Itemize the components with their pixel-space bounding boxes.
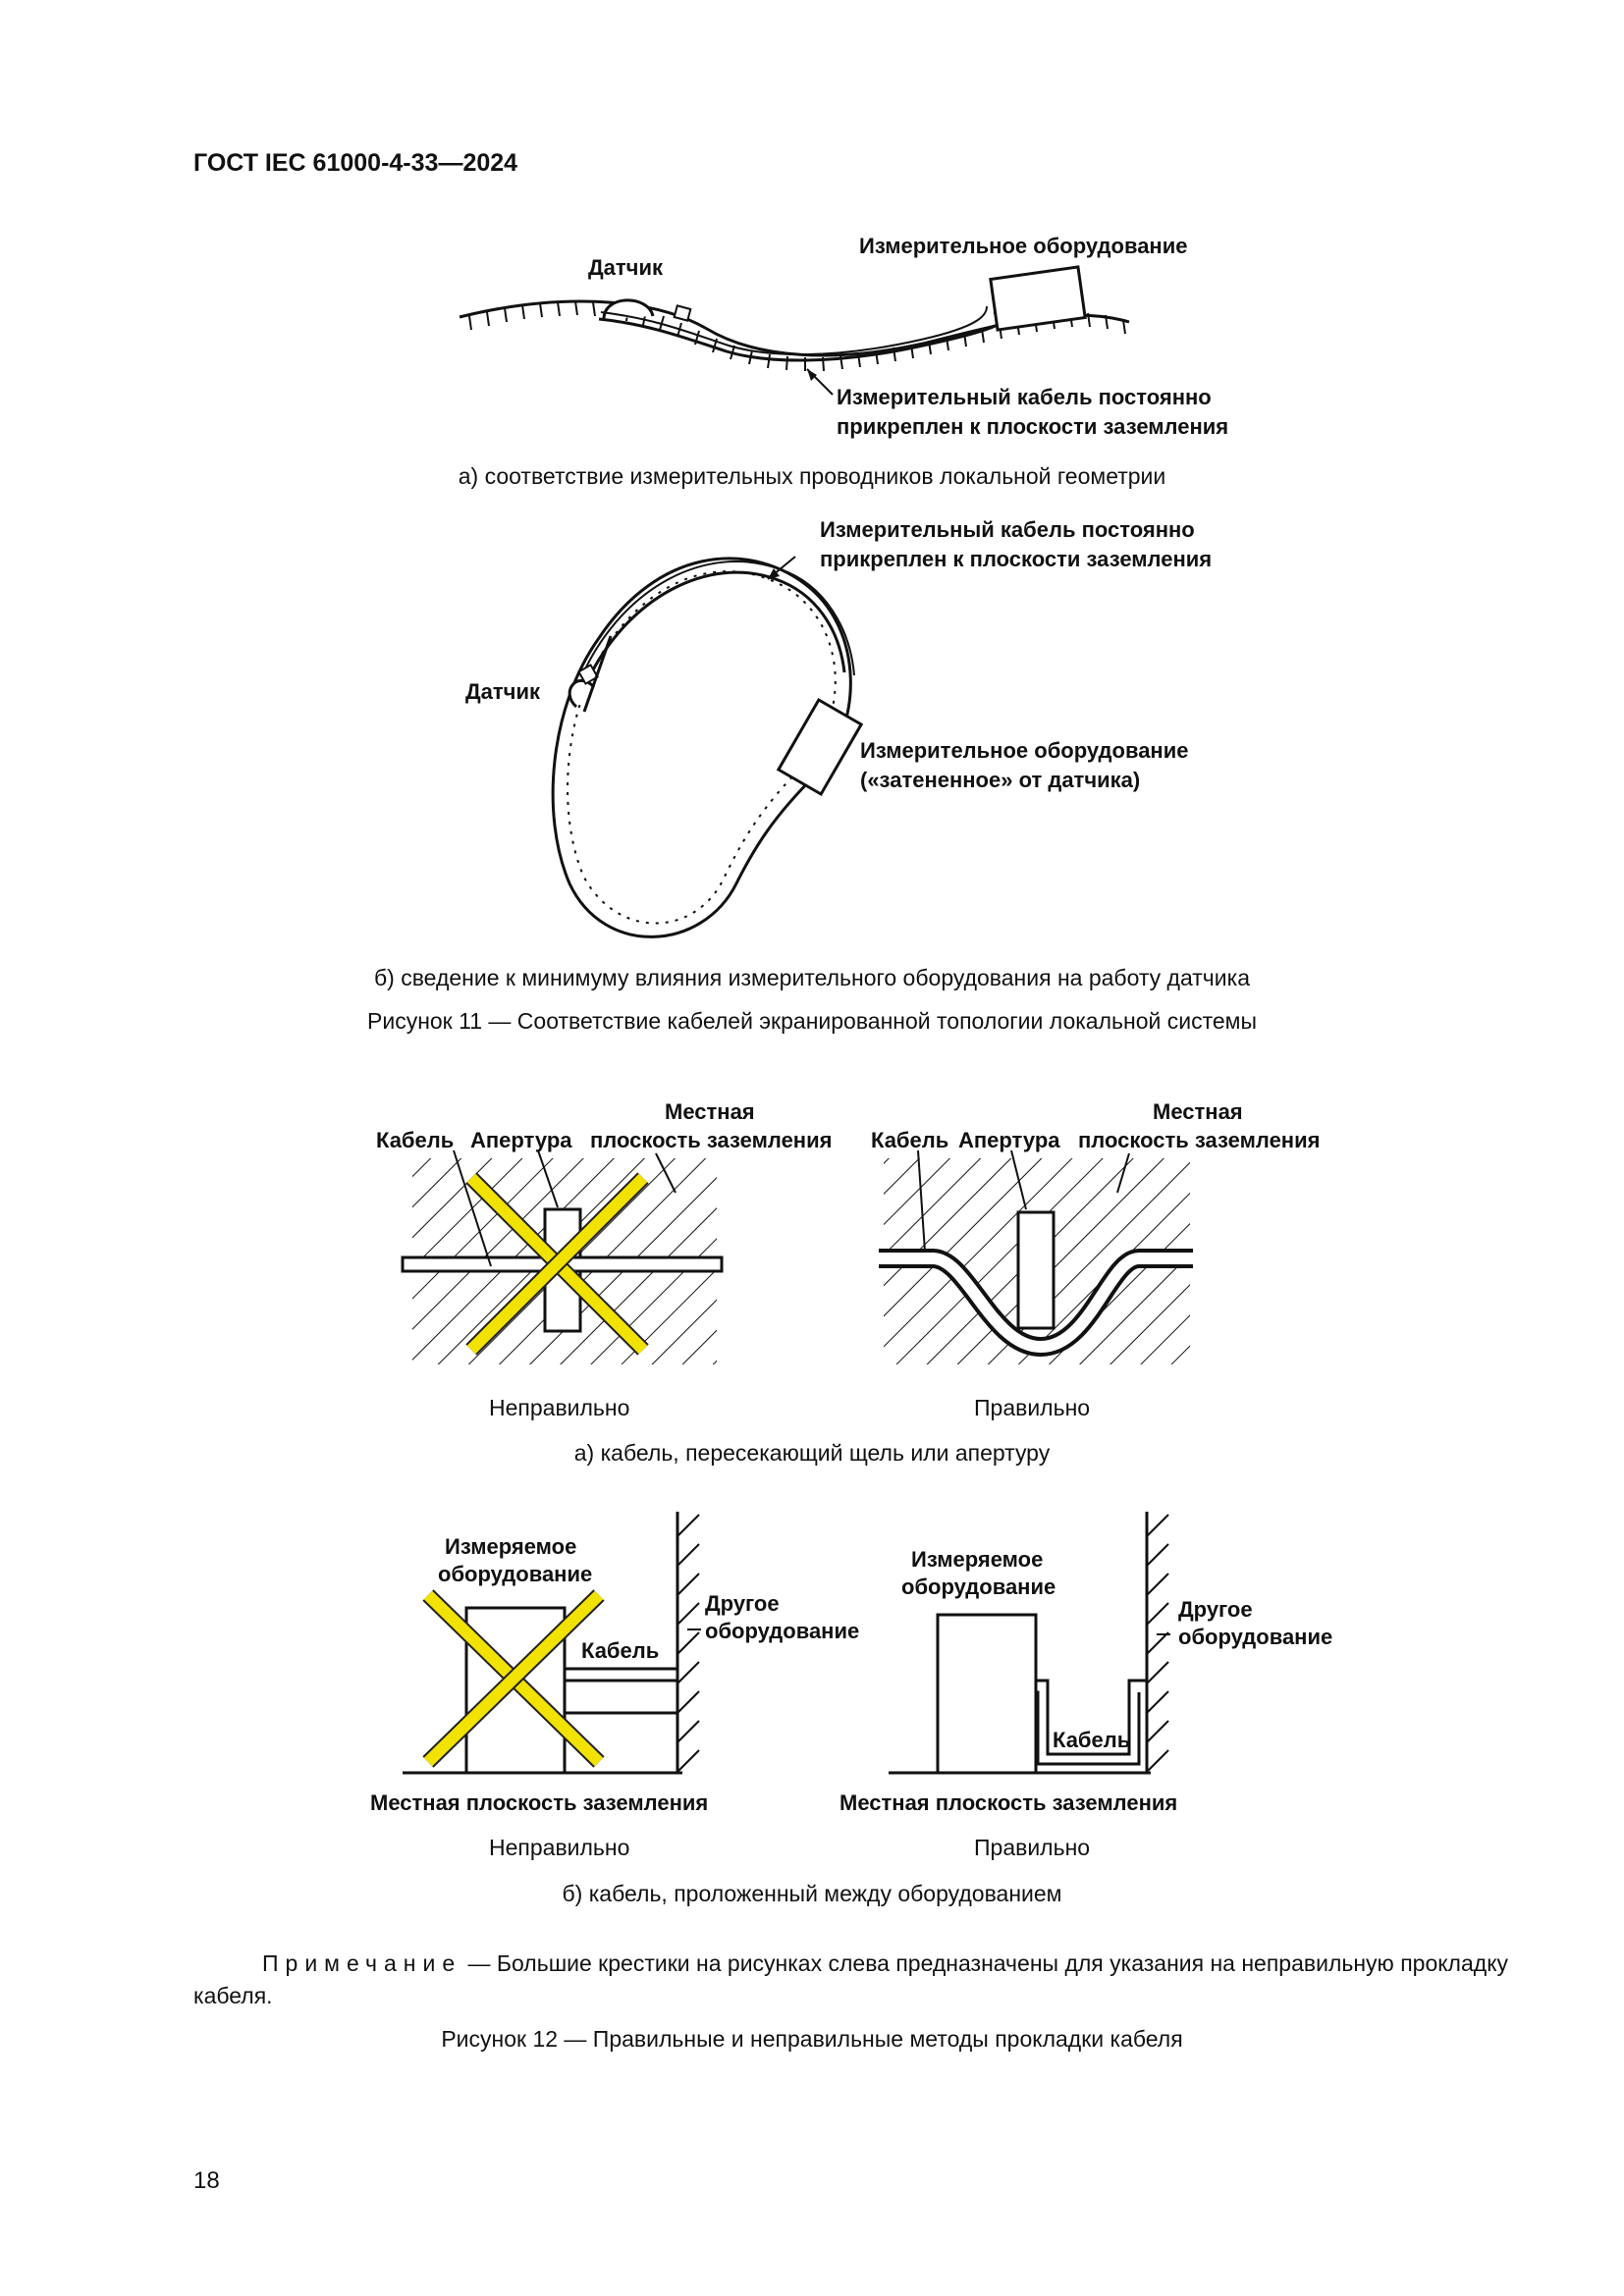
fig11a-sensor-label: Датчик [588, 255, 663, 280]
fig11b-cable-label-2: прикреплен к плоскости заземления [820, 547, 1213, 571]
fig12a-right-local-label-1: Местная [1153, 1099, 1243, 1124]
fig12a-wrong-cable-label: Кабель [376, 1128, 455, 1152]
fig11a-equipment-label: Измерительное оборудование [859, 234, 1188, 258]
fig12a-right-label: Правильно [974, 1395, 1091, 1420]
fig12b-wrong-other-label-2: оборудование [705, 1619, 860, 1643]
fig12b-right-other-label-2: оборудование [1178, 1625, 1333, 1649]
document-header: ГОСТ IEC 61000-4-33—2024 [193, 149, 518, 177]
fig12a-wrong-local-label-2: плоскость заземления [590, 1128, 833, 1152]
note-text: — Большие крестики на рисунках слева предназначены для указания на неправильную прокладку кабеля. [193, 1950, 1509, 2008]
fig11a-cable-label-2: прикреплен к плоскости заземления [837, 414, 1229, 439]
figure-12-note [193, 1948, 1509, 2012]
fig12a-caption: а) кабель, пересекающий щель или апертуру [573, 1440, 1051, 1466]
fig12b-wrong-cable-label: Кабель [581, 1638, 660, 1663]
fig11a-cable-label-1: Измерительный кабель постоянно [837, 385, 1212, 409]
figure-12-title: Рисунок 12 — Правильные и неправильные методы прокладки кабеля [441, 2026, 1183, 2052]
fig12a-wrong-label: Неправильно [489, 1395, 630, 1420]
fig12a-right-cable-label: Кабель [871, 1128, 949, 1152]
page-number: 18 [193, 2167, 220, 2194]
fig11b-equipment-label-2: («затененное» от датчика) [860, 768, 1141, 792]
fig12a-right-aperture-label: Апертура [958, 1128, 1060, 1152]
figure-11-title: Рисунок 11 — Соответствие кабелей экранированной топологии локальной системы [367, 1008, 1257, 1034]
fig11b-sensor-label: Датчик [465, 679, 540, 704]
fig12a-right-local-label-2: плоскость заземления [1078, 1128, 1321, 1152]
fig12b-wrong-label: Неправильно [489, 1835, 630, 1860]
fig12a-wrong-aperture-label: Апертура [470, 1128, 572, 1152]
fig12b-caption: б) кабель, проложенный между оборудованием [562, 1881, 1062, 1906]
fig12b-wrong-other-label-1: Другое [705, 1591, 780, 1616]
fig11b-equipment-label-1: Измерительное оборудование [860, 738, 1189, 763]
fig12b-right-measured-label-2: оборудование [901, 1575, 1056, 1599]
fig12b-right-other-label-1: Другое [1178, 1597, 1253, 1622]
fig11a-caption: а) соответствие измерительных проводников локальной геометрии [458, 463, 1166, 489]
fig12b-wrong-ground-label: Местная плоскость заземления [370, 1790, 709, 1815]
fig12b-right-ground-label: Местная плоскость заземления [839, 1790, 1178, 1815]
fig12b-right-label: Правильно [974, 1835, 1091, 1860]
fig12b-wrong-measured-label-2: оборудование [438, 1562, 593, 1586]
fig11b-caption: б) сведение к минимуму влияния измерительного оборудования на работу датчика [374, 965, 1250, 990]
fig11b-cable-label-1: Измерительный кабель постоянно [820, 517, 1195, 542]
fig12a-wrong-local-label-1: Местная [665, 1099, 755, 1124]
fig12b-right-measured-label-1: Измеряемое [911, 1547, 1044, 1572]
fig12b-wrong-measured-label-1: Измеряемое [445, 1534, 577, 1559]
note-label: Примечание [262, 1950, 462, 1976]
fig12b-right-cable-label: Кабель [1053, 1728, 1131, 1752]
